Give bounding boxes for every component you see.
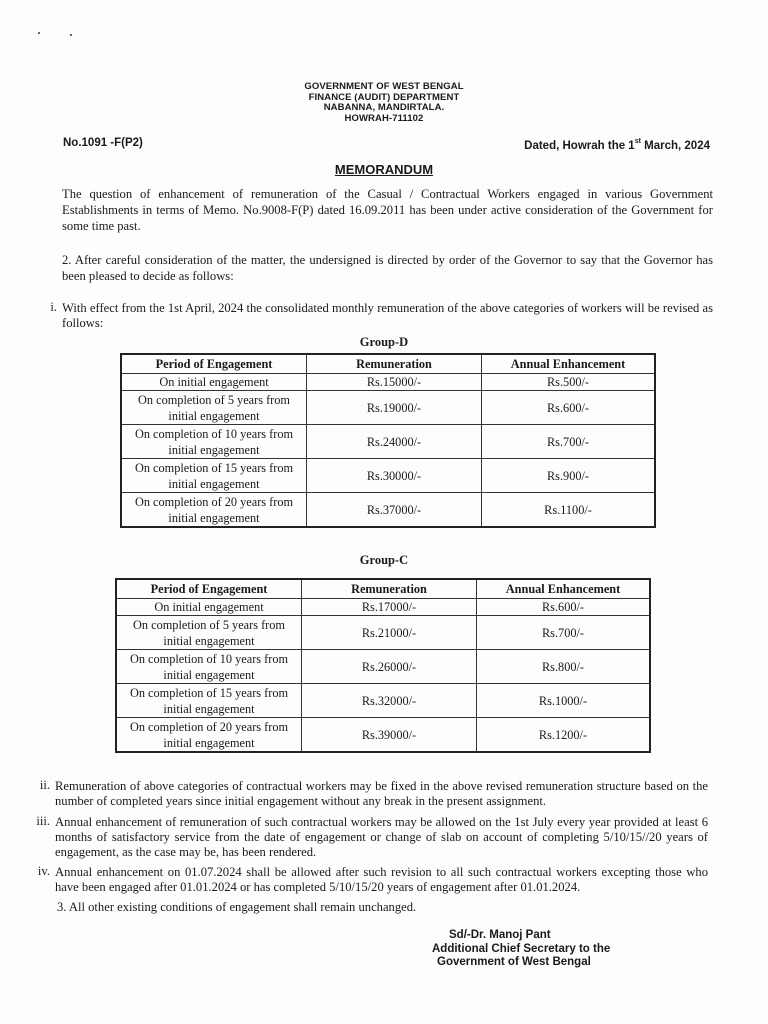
scan-speck [70,34,72,36]
remuneration-cell: Rs.32000/- [302,684,477,718]
column-header-period: Period of Engagement [116,579,302,599]
annual-enhancement-cell: Rs.1200/- [477,718,651,753]
remuneration-cell: Rs.30000/- [307,459,482,493]
memo-title: MEMORANDUM [334,162,434,177]
table-row [116,599,650,616]
remuneration-cell: Rs.39000/- [302,718,477,753]
item-iii-number: iii. [36,814,50,828]
paragraph-3: 3. All other existing conditions of engagement shall remain unchanged. [57,900,417,914]
period-cell: On completion of 15 years from initial engagement [121,459,307,493]
table-header-row [121,354,655,374]
annual-enhancement-cell: Rs.700/- [482,425,656,459]
item-iv-text: Annual enhancement on 01.07.2024 shall be allowed after such revision to all such contractual workers excepting those who have been engaged after 01.01.2024 or has completed 5/10/15/20 years of engagement after 01.01.2024. [55,865,708,894]
remuneration-cell: Rs.37000/- [307,493,482,528]
table-row [116,616,650,650]
memo-number: No.1091 -F(P2) [63,137,143,149]
signatory-office: Government of West Bengal [437,956,591,968]
column-header-period: Period of Engagement [121,354,307,374]
paragraph-1: The question of enhancement of remuneration of the Casual / Contractual Workers engaged in various Government Establishments in terms of Memo. No.9008-F(P) dated 16.09.2011 has been under active consideration of the Government for some time past. [62,187,713,233]
date-superscript: st [634,138,641,145]
date-prefix: Dated, Howrah the 1 [524,140,635,152]
header-line-4: HOWRAH-711102 [344,112,424,124]
table-row [121,493,655,528]
column-header-annual: Annual Enhancement [482,354,656,374]
annual-enhancement-cell: Rs.800/- [477,650,651,684]
remuneration-cell: Rs.21000/- [302,616,477,650]
group-d-title: Group-D [359,335,409,349]
department-header [0,82,768,124]
column-header-remuneration: Remuneration [307,354,482,374]
item-iv-number: iv. [37,864,50,878]
annual-enhancement-cell: Rs.1000/- [477,684,651,718]
scan-speck [38,32,40,34]
annual-enhancement-cell: Rs.600/- [482,391,656,425]
annual-enhancement-cell: Rs.700/- [477,616,651,650]
table-row [116,684,650,718]
period-cell: On completion of 5 years from initial engagement [121,391,307,425]
table-row [121,425,655,459]
table-row [121,374,655,391]
group-c-title: Group-C [359,553,409,567]
header-line-1: GOVERNMENT OF WEST BENGAL [304,81,464,92]
table-row [116,650,650,684]
date-suffix: March, 2024 [640,140,710,152]
column-header-annual: Annual Enhancement [477,579,651,599]
paragraph-2: 2. After careful consideration of the matter, the undersigned is directed by order of the Governor to say that the Governor has been pleased to decide as follows: [62,253,713,283]
remuneration-cell: Rs.17000/- [302,599,477,616]
period-cell: On initial engagement [116,599,302,616]
period-cell: On completion of 10 years from initial engagement [116,650,302,684]
annual-enhancement-cell: Rs.500/- [482,374,656,391]
annual-enhancement-cell: Rs.900/- [482,459,656,493]
remuneration-cell: Rs.26000/- [302,650,477,684]
remuneration-cell: Rs.24000/- [307,425,482,459]
header-line-2: FINANCE (AUDIT) DEPARTMENT [308,91,460,103]
annual-enhancement-cell: Rs.1100/- [482,493,656,528]
table-row [121,459,655,493]
signature-block [432,929,610,970]
period-cell: On completion of 15 years from initial engagement [116,684,302,718]
remuneration-cell: Rs.15000/- [307,374,482,391]
table-row [121,391,655,425]
header-line-3: NABANNA, MANDIRTALA. [323,102,445,113]
period-cell: On completion of 10 years from initial engagement [121,425,307,459]
signatory-name: Sd/-Dr. Manoj Pant [449,929,551,941]
period-cell: On completion of 20 years from initial engagement [121,493,307,528]
table-row [116,718,650,753]
period-cell: On initial engagement [121,374,307,391]
item-i-number: i. [50,300,57,314]
group-c-table [115,578,651,753]
period-cell: On completion of 5 years from initial engagement [116,616,302,650]
item-ii-text: Remuneration of above categories of contractual workers may be fixed in the above revised remuneration structure based on the number of completed years since initial engagement without any break in the present assignment. [55,779,708,808]
remuneration-cell: Rs.19000/- [307,391,482,425]
item-ii-number: ii. [39,778,50,792]
memo-date [490,140,710,152]
item-iii-text: Annual enhancement of remuneration of such contractual workers may be allowed on the 1st July every year provided at least 6 months of satisfactory service from the date of engagement or change of slab on account of completing 5/10/15//20 years of engagement, as the case may be, has been rendered. [55,815,708,859]
signatory-designation: Additional Chief Secretary to the [432,942,611,955]
item-i-text: With effect from the 1st April, 2024 the consolidated monthly remuneration of the above categories of workers will be revised as follows: [62,301,713,330]
period-cell: On completion of 20 years from initial engagement [116,718,302,753]
annual-enhancement-cell: Rs.600/- [477,599,651,616]
table-header-row [116,579,650,599]
column-header-remuneration: Remuneration [302,579,477,599]
group-d-table [120,353,656,528]
